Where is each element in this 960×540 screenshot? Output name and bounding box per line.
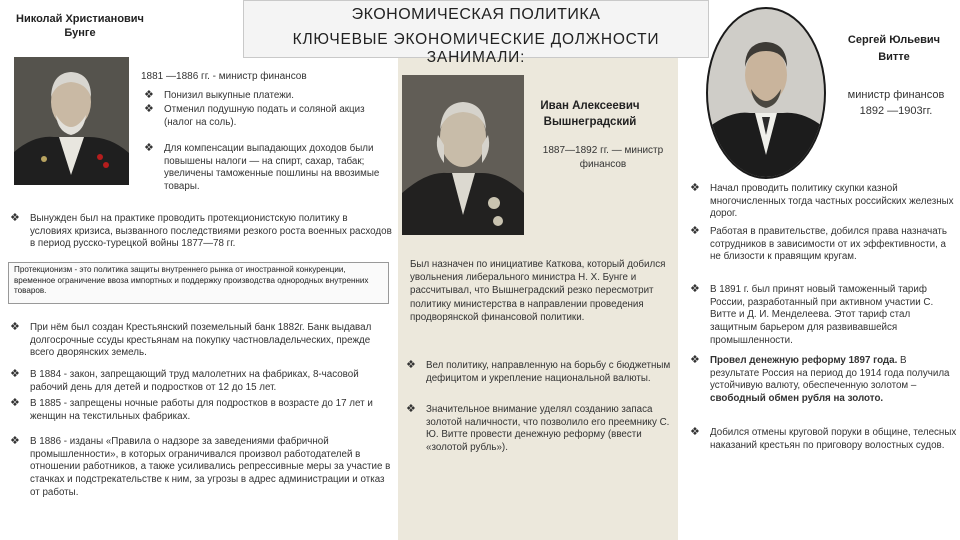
vyshnegradsky-term: 1887—1892 гг. — министр финансов [542, 145, 664, 170]
q-bullet-icon: ❖ [10, 435, 20, 447]
witte-name-line2: Витте [878, 51, 910, 63]
bunge-term: 1881 —1886 гг. - министр финансов [141, 71, 307, 82]
list-item: ❖ В 1886 - изданы «Правила о надзоре за заведениями фабричной промышленности», в которых ограничивался произвол работодателей в отношении работников, а также усиливались репрессивные меры за участие в стачках и подстрекательстве к ним, за угрозы в адрес администрации и отказ от работы. [10, 435, 391, 498]
page-title: ЭКОНОМИЧЕСКАЯ ПОЛИТИКА [351, 6, 601, 23]
q-bullet-icon: ❖ [690, 225, 700, 237]
list-item: ❖ Для компенсации выпадающих доходов были повышены налоги — на спирт, сахар, табак; увеличены таможенные пошлины на ввозимые товары. [144, 142, 380, 193]
q-bullet-icon: ❖ [10, 397, 20, 409]
list-item: ❖ Понизил выкупные платежи. [144, 89, 294, 101]
vyshnegradsky-intro: Был назначен по инициативе Каткова, который добился увольнения либерального министра Н. Х. Бунге и рассчитывал, что Вышнеградский резко пересмотрит политику министерства в направлении проведения продворянской финансовой политики. [410, 259, 666, 323]
q-bullet-icon: ❖ [690, 354, 700, 366]
bunge-name-line1: Николай Христианович [16, 13, 144, 25]
list-item: ❖ В 1885 - запрещены ночные работы для подростков в возрасте до 17 лет и женщин на текстильных фабриках. [10, 397, 373, 422]
q-bullet-icon: ❖ [406, 359, 416, 371]
witte-term: министр финансов 1892 —1903гг. [847, 89, 945, 117]
q-bullet-icon: ❖ [10, 368, 20, 380]
q-bullet-icon: ❖ [690, 426, 700, 438]
witte-portrait [705, 5, 827, 182]
list-item: ❖ Работая в правительстве, добился права назначать сотрудников в зависимости от их эффективности, а не близости к правящим кругам. [690, 225, 948, 263]
q-bullet-icon: ❖ [144, 89, 154, 101]
q-bullet-icon: ❖ [690, 283, 700, 295]
witte-name-line1: Сергей Юльевич [847, 34, 941, 46]
bunge-portrait [14, 57, 129, 185]
list-item: ❖ Добился отмены круговой поруки в общине, телесных наказаний крестьян по приговору волостных судов. [690, 426, 957, 451]
protectionism-definition: Протекционизм - это политика защиты внутреннего рынка от иностранной конкуренции, временное ограничение ввоза импортных и поддержку производства однородных внутренних товаров. [8, 262, 389, 304]
vyshnegradsky-name-line1: Иван Алексеевич [540, 100, 640, 112]
list-item: ❖ Провел денежную реформу 1897 года. В результате Россия на период до 1914 года получила устойчивую валюту, обеспеченную золотом – свободный обмен рубля на золото. [690, 354, 950, 405]
witte-name [830, 32, 958, 66]
list-item: ❖ Отменил подушную подать и соляной акциз (налог на соль). [144, 103, 365, 128]
q-bullet-icon: ❖ [10, 212, 20, 224]
list-item: ❖ Вынужден был на практике проводить протекционистскую политику в условиях кризиса, вызванного последствиями резкого роста военных расходов в период русско-турецкой войны 1877—78 гг. [10, 212, 392, 250]
vyshnegradsky-name [505, 98, 675, 130]
list-item: ❖ Вел политику, направленную на борьбу с бюджетным дефицитом и укрепление национальной валюты. [406, 359, 671, 384]
q-bullet-icon: ❖ [690, 182, 700, 194]
page-subtitle: КЛЮЧЕВЫЕ ЭКОНОМИЧЕСКИЕ ДОЛЖНОСТИ ЗАНИМАЛИ: [292, 31, 660, 66]
q-bullet-icon: ❖ [144, 103, 154, 115]
list-item: ❖ При нём был создан Крестьянский поземельный банк 1882г. Банк выдавал долгосрочные ссуды крестьянам на покупку частновладельческих, прежде всего дворянских земель. [10, 321, 372, 359]
list-item: ❖ Начал проводить политику скупки казной многочисленных тогда частных российских железных дорог. [690, 182, 954, 220]
list-item: ❖ В 1891 г. был принят новый таможенный тариф России, разработанный при активном участии С. Витте и Д. И. Менделеева. Этот тариф стал защитным барьером для развивавшейся промышленности. [690, 283, 934, 346]
vyshnegradsky-name-line2: Вышнеградский [543, 116, 637, 128]
list-item: ❖ В 1884 - закон, запрещающий труд малолетних на фабриках, 8-часовой рабочий день для детей и подростков от 12 до 15 лет. [10, 368, 359, 393]
q-bullet-icon: ❖ [10, 321, 20, 333]
bunge-name-line2: Бунге [64, 27, 96, 39]
bunge-name [4, 12, 156, 40]
list-item: ❖ Значительное внимание уделял созданию запаса золотой наличности, что позволило его преемнику С. Ю. Витте провести денежную реформу (ввести «золотой рубль»). [406, 403, 670, 454]
q-bullet-icon: ❖ [144, 142, 154, 154]
q-bullet-icon: ❖ [406, 403, 416, 415]
